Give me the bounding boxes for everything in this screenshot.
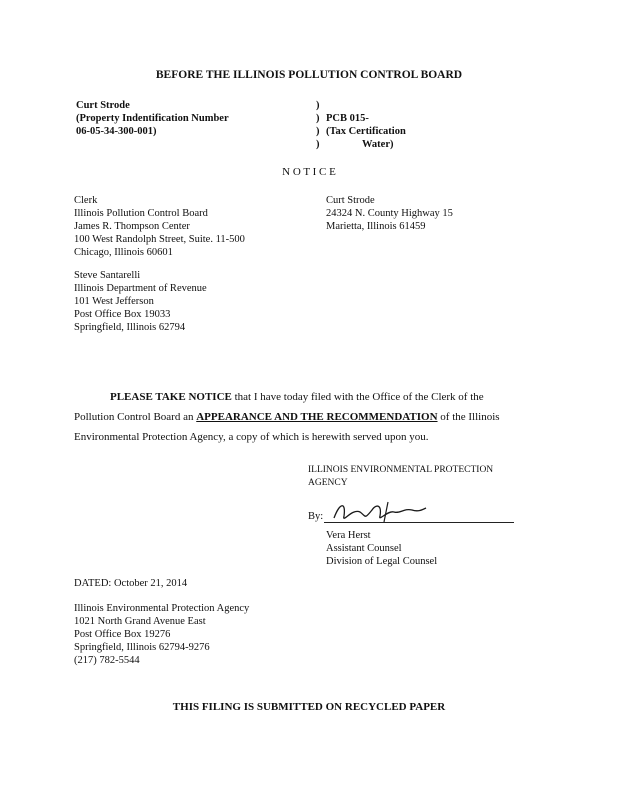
caption-bracket: ) <box>316 113 320 124</box>
address-line: Chicago, Illinois 60601 <box>74 247 173 258</box>
address-line: Clerk <box>74 195 98 206</box>
by-label: By: <box>308 511 324 522</box>
notice-line-1 <box>74 387 544 407</box>
signer-block <box>326 529 437 568</box>
notice-text: that I have today filed with the Office of the Clerk of the <box>231 391 484 403</box>
caption-bracket: ) <box>316 126 320 137</box>
address-line: Marietta, Illinois 61459 <box>326 221 426 232</box>
signature-mark <box>330 498 430 528</box>
caption-pin-line-2: 06-05-34-300-001) <box>76 126 157 137</box>
signer-title: Assistant Counsel <box>326 543 402 554</box>
caption-party <box>76 99 229 138</box>
address-line: 100 West Randolph Street, Suite. 11-500 <box>74 234 245 245</box>
signer-name: Vera Herst <box>326 530 371 541</box>
dated-text: DATED: October 21, 2014 <box>74 578 188 589</box>
notice-title: N O T I C E <box>282 166 336 178</box>
caption-case-subtype: Water) <box>362 139 394 150</box>
document-heading: BEFORE THE ILLINOIS POLLUTION CONTROL BOARD <box>155 69 463 81</box>
sender-line: Post Office Box 19276 <box>74 629 171 640</box>
agency-name <box>308 464 493 490</box>
signer-division: Division of Legal Counsel <box>326 556 438 567</box>
address-line: James R. Thompson Center <box>74 221 190 232</box>
caption-bracket: ) <box>316 139 320 150</box>
notice-paragraph <box>74 387 544 447</box>
address-line: 24324 N. County Highway 15 <box>326 208 453 219</box>
address-strode <box>326 194 453 233</box>
sender-line: (217) 782-5544 <box>74 655 140 666</box>
caption-case <box>326 112 406 151</box>
recycled-paper-footer: THIS FILING IS SUBMITTED ON RECYCLED PAPER <box>172 701 446 713</box>
notice-line-2 <box>74 407 544 427</box>
notice-text: Environmental Protection Agency, a copy of which is herewith served upon you. <box>74 431 429 443</box>
address-line: 101 West Jefferson <box>74 296 154 307</box>
dated-line <box>74 577 187 590</box>
address-line: Curt Strode <box>326 195 375 206</box>
caption-pin-line-1: (Property Indentification Number <box>76 113 229 124</box>
address-line: Steve Santarelli <box>74 270 141 281</box>
agency-line: ILLINOIS ENVIRONMENTAL PROTECTION <box>308 465 494 475</box>
address-department <box>74 269 207 334</box>
filing-title: APPEARANCE AND THE RECOMMENDATION <box>196 411 438 423</box>
notice-text: of the Illinois <box>437 411 500 423</box>
caption-bracket: ) <box>316 100 320 111</box>
caption-case-type: (Tax Certification <box>326 126 406 137</box>
address-line: Illinois Pollution Control Board <box>74 208 208 219</box>
caption-case-number: PCB 015- <box>326 113 369 124</box>
notice-text: Pollution Control Board an <box>74 411 197 423</box>
sender-line: 1021 North Grand Avenue East <box>74 616 206 627</box>
address-clerk <box>74 194 245 259</box>
caption-brackets <box>316 99 320 151</box>
notice-line-3 <box>74 427 544 447</box>
notice-lead: PLEASE TAKE NOTICE <box>110 391 232 403</box>
address-line: Springfield, Illinois 62794 <box>74 322 186 333</box>
address-line: Post Office Box 19033 <box>74 309 171 320</box>
caption-party-name: Curt Strode <box>76 100 130 111</box>
sender-line: Illinois Environmental Protection Agency <box>74 603 250 614</box>
sender-address <box>74 602 249 667</box>
address-line: Illinois Department of Revenue <box>74 283 207 294</box>
agency-line: AGENCY <box>308 478 348 488</box>
sender-line: Springfield, Illinois 62794-9276 <box>74 642 210 653</box>
